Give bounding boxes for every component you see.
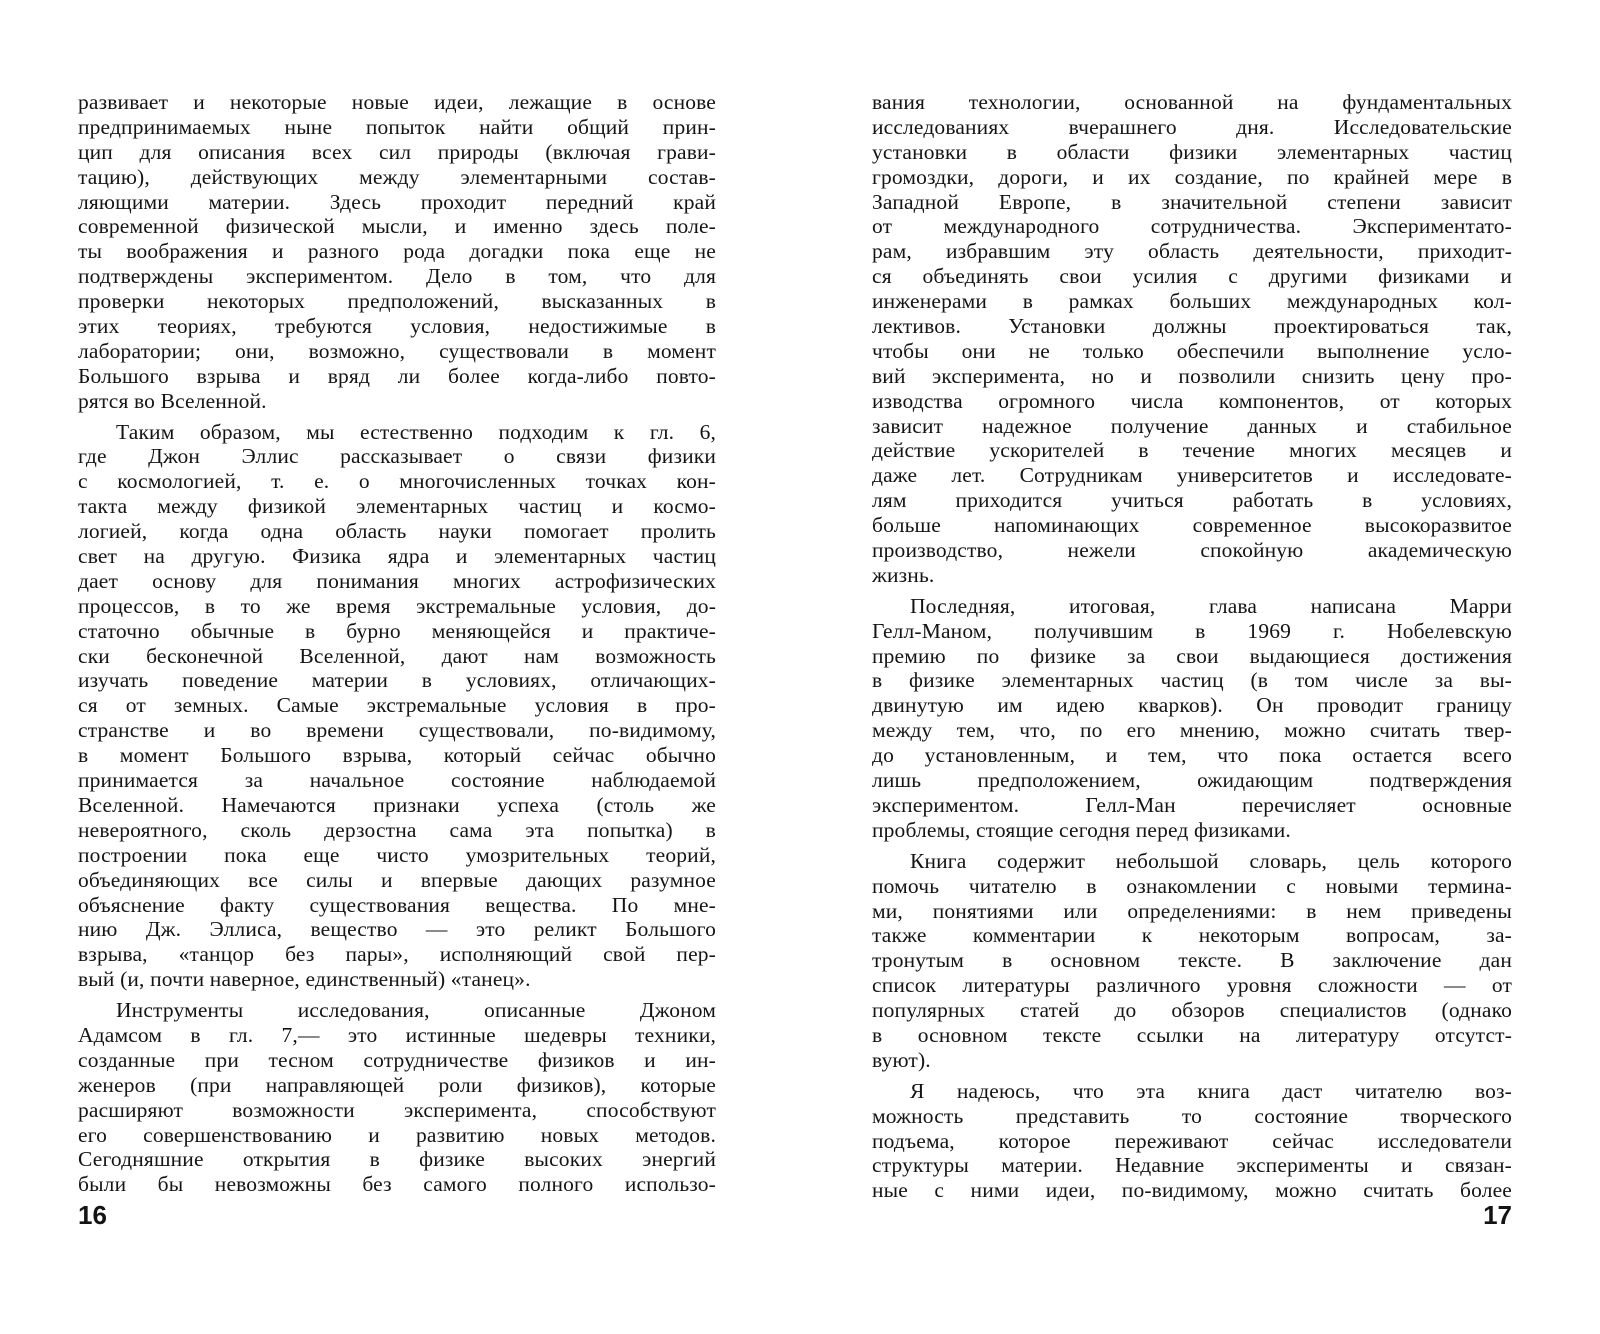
text-line: проблемы, стоящие сегодня перед физиками. — [872, 817, 1291, 842]
text-line: ты воображения и разного рода догадки пока еще не — [78, 239, 716, 264]
page-number-left: 16 — [78, 1200, 107, 1230]
left-page — [78, 0, 716, 1334]
text-line: тацию), действующих между элементарными состав- — [78, 164, 716, 189]
text-line: вуют). — [872, 1047, 931, 1072]
text-line: список литературы различного уровня сложности — от — [872, 973, 1512, 998]
text-line: невероятного, сколь дерзостна сама эта попытка) в — [78, 817, 716, 842]
text-line: Вселенной. Намечаются признаки успеха (столь же — [78, 792, 716, 817]
text-line: построении пока еще чисто умозрительных теорий, — [78, 842, 716, 867]
text-line: между тем, что, по его мнению, можно считать твер- — [872, 718, 1512, 743]
text-line: женеров (при направляющей роли физиков), которые — [78, 1072, 716, 1097]
left-page-text — [78, 90, 716, 1197]
text-line: нию Дж. Эллиса, вещество — это реликт Большого — [78, 917, 716, 942]
text-line: современной физической мысли, и именно здесь поле- — [78, 214, 716, 239]
text-line: зависит надежное получение данных и стабильное — [872, 413, 1512, 438]
text-line: действие ускорителей в течение многих месяцев и — [872, 438, 1512, 463]
text-line: исследованиях вчерашнего дня. Исследовательские — [872, 114, 1512, 139]
text-line: помочь читателю в ознакомлении с новыми термина- — [872, 873, 1512, 898]
text-line: лективов. Установки должны проектироваться так, — [872, 314, 1512, 339]
text-line: изучать поведение материи в условиях, отличающих- — [78, 668, 716, 693]
text-line: экспериментом. Гелл-Ман перечисляет основные — [872, 792, 1512, 817]
text-line: Адамсом в гл. 7,— это истинные шедевры техники, — [78, 1022, 716, 1047]
text-line: объединяющих все силы и впервые дающих разумное — [78, 867, 716, 892]
text-line: подтверждены экспериментом. Дело в том, что для — [78, 264, 716, 289]
text-line: Инструменты исследования, описанные Джоном — [116, 998, 716, 1023]
text-line: в физике элементарных частиц (в том числе за вы- — [872, 668, 1512, 693]
text-line: рам, избравшим эту область деятельности, приходит- — [872, 239, 1512, 264]
text-line: вий эксперимента, но и позволили снизить цену про- — [872, 363, 1512, 388]
text-line: больше напоминающих современное высокоразвитое — [872, 513, 1512, 538]
text-line: предпринимаемых ныне попыток найти общий прин- — [78, 114, 716, 139]
text-line: Гелл-Маном, получившим в 1969 г. Нобелевскую — [872, 618, 1512, 643]
text-line: ся объединять свои усилия с другими физиками и — [872, 264, 1512, 289]
text-line: Я надеюсь, что эта книга даст читателю воз- — [910, 1078, 1512, 1103]
text-line: расширяют возможности эксперимента, способствуют — [78, 1097, 716, 1122]
text-line: можность представить то состояние творческого — [872, 1103, 1512, 1128]
text-line: дает основу для понимания многих астрофизических — [78, 568, 716, 593]
text-line: его совершенствованию и развитию новых методов. — [78, 1122, 716, 1147]
text-line: объяснение факту существования вещества. По мне- — [78, 892, 716, 917]
text-line: лаборатории; они, возможно, существовали в момент — [78, 338, 716, 363]
text-line: ски бесконечной Вселенной, дают нам возможность — [78, 643, 716, 668]
text-line: Сегодняшние открытия в физике высоких энергий — [78, 1147, 716, 1172]
text-line: Большого взрыва и вряд ли более когда-либо повто- — [78, 363, 716, 388]
text-line: Последняя, итоговая, глава написана Марри — [910, 593, 1512, 618]
text-line: инженерами в рамках больших международных кол- — [872, 289, 1512, 314]
text-line: рятся во Вселенной. — [78, 388, 267, 413]
text-line: также комментарии к некоторым вопросам, за- — [872, 923, 1512, 948]
text-line: чтобы они не только обеспечили выполнение усло- — [872, 338, 1512, 363]
text-line: структуры материи. Недавние эксперименты и связан- — [872, 1153, 1512, 1178]
text-line: свет на другую. Физика ядра и элементарных частиц — [78, 544, 716, 569]
text-line: странстве и во времени существовали, по-видимому, — [78, 718, 716, 743]
text-line: жизнь. — [872, 562, 935, 587]
text-line: где Джон Эллис рассказывает о связи физики — [78, 444, 716, 469]
text-line: даже лет. Сотрудникам университетов и исследовате- — [872, 463, 1512, 488]
text-line: популярных статей до обзоров специалистов (однако — [872, 998, 1512, 1023]
text-line: развивает и некоторые новые идеи, лежащие в основе — [78, 90, 716, 114]
text-line: тронутым в основном тексте. В заключение дан — [872, 948, 1512, 973]
text-line: лишь предположением, ожидающим подтверждения — [872, 768, 1512, 793]
text-line: в основном тексте ссылки на литературу отсутст- — [872, 1022, 1512, 1047]
text-line: ся от земных. Самые экстремальные условия в про- — [78, 693, 716, 718]
text-line: цип для описания всех сил природы (включая грави- — [78, 139, 716, 164]
text-line: статочно обычные в бурно меняющейся и практиче- — [78, 618, 716, 643]
text-line: вания технологии, основанной на фундаментальных — [872, 90, 1512, 114]
text-line: вый (и, почти наверное, единственный) «танец». — [78, 967, 531, 992]
text-line: Книга содержит небольшой словарь, цель которого — [910, 848, 1512, 873]
text-line: от международного сотрудничества. Экспериментато- — [872, 214, 1512, 239]
text-line: производство, нежели спокойную академическую — [872, 538, 1512, 563]
text-line: ми, понятиями или определениями: в нем приведены — [872, 898, 1512, 923]
text-line: лям приходится учиться работать в условиях, — [872, 488, 1512, 513]
text-line: премию по физике за свои выдающиеся достижения — [872, 643, 1512, 668]
text-line: до установленным, и тем, что пока остается всего — [872, 743, 1512, 768]
page-number-right: 17 — [1483, 1200, 1512, 1230]
text-line: принимается за начальное состояние наблюдаемой — [78, 768, 716, 793]
text-line: были бы невозможны без самого полного использо- — [78, 1172, 716, 1197]
text-line: проверки некоторых предположений, высказанных в — [78, 289, 716, 314]
text-line: этих теориях, требуются условия, недостижимые в — [78, 314, 716, 339]
text-line: двинутую им идею кварков). Он проводит границу — [872, 693, 1512, 718]
text-line: подъема, которое переживают сейчас исследователи — [872, 1128, 1512, 1153]
text-line: такта между физикой элементарных частиц и космо- — [78, 494, 716, 519]
right-page-text — [872, 90, 1512, 1203]
text-line: ные с ними идеи, по-видимому, можно считать более — [872, 1178, 1512, 1203]
text-line: в момент Большого взрыва, который сейчас обычно — [78, 743, 716, 768]
text-line: громоздки, дороги, и их создание, по крайней мере в — [872, 164, 1512, 189]
text-line: взрыва, «танцор без пары», исполняющий свой пер- — [78, 942, 716, 967]
text-line: Западной Европе, в значительной степени зависит — [872, 189, 1512, 214]
text-line: логией, когда одна область науки помогает пролить — [78, 519, 716, 544]
text-line: установки в области физики элементарных частиц — [872, 139, 1512, 164]
text-line: процессов, в то же время экстремальные условия, до- — [78, 593, 716, 618]
text-line: созданные при тесном сотрудничестве физиков и ин- — [78, 1047, 716, 1072]
text-line: ляющими материи. Здесь проходит передний край — [78, 189, 716, 214]
text-line: с космологией, т. е. о многочисленных точках кон- — [78, 469, 716, 494]
text-line: Таким образом, мы естественно подходим к гл. 6, — [116, 419, 716, 444]
text-line: изводства огромного числа компонентов, от которых — [872, 388, 1512, 413]
right-page — [872, 0, 1512, 1334]
